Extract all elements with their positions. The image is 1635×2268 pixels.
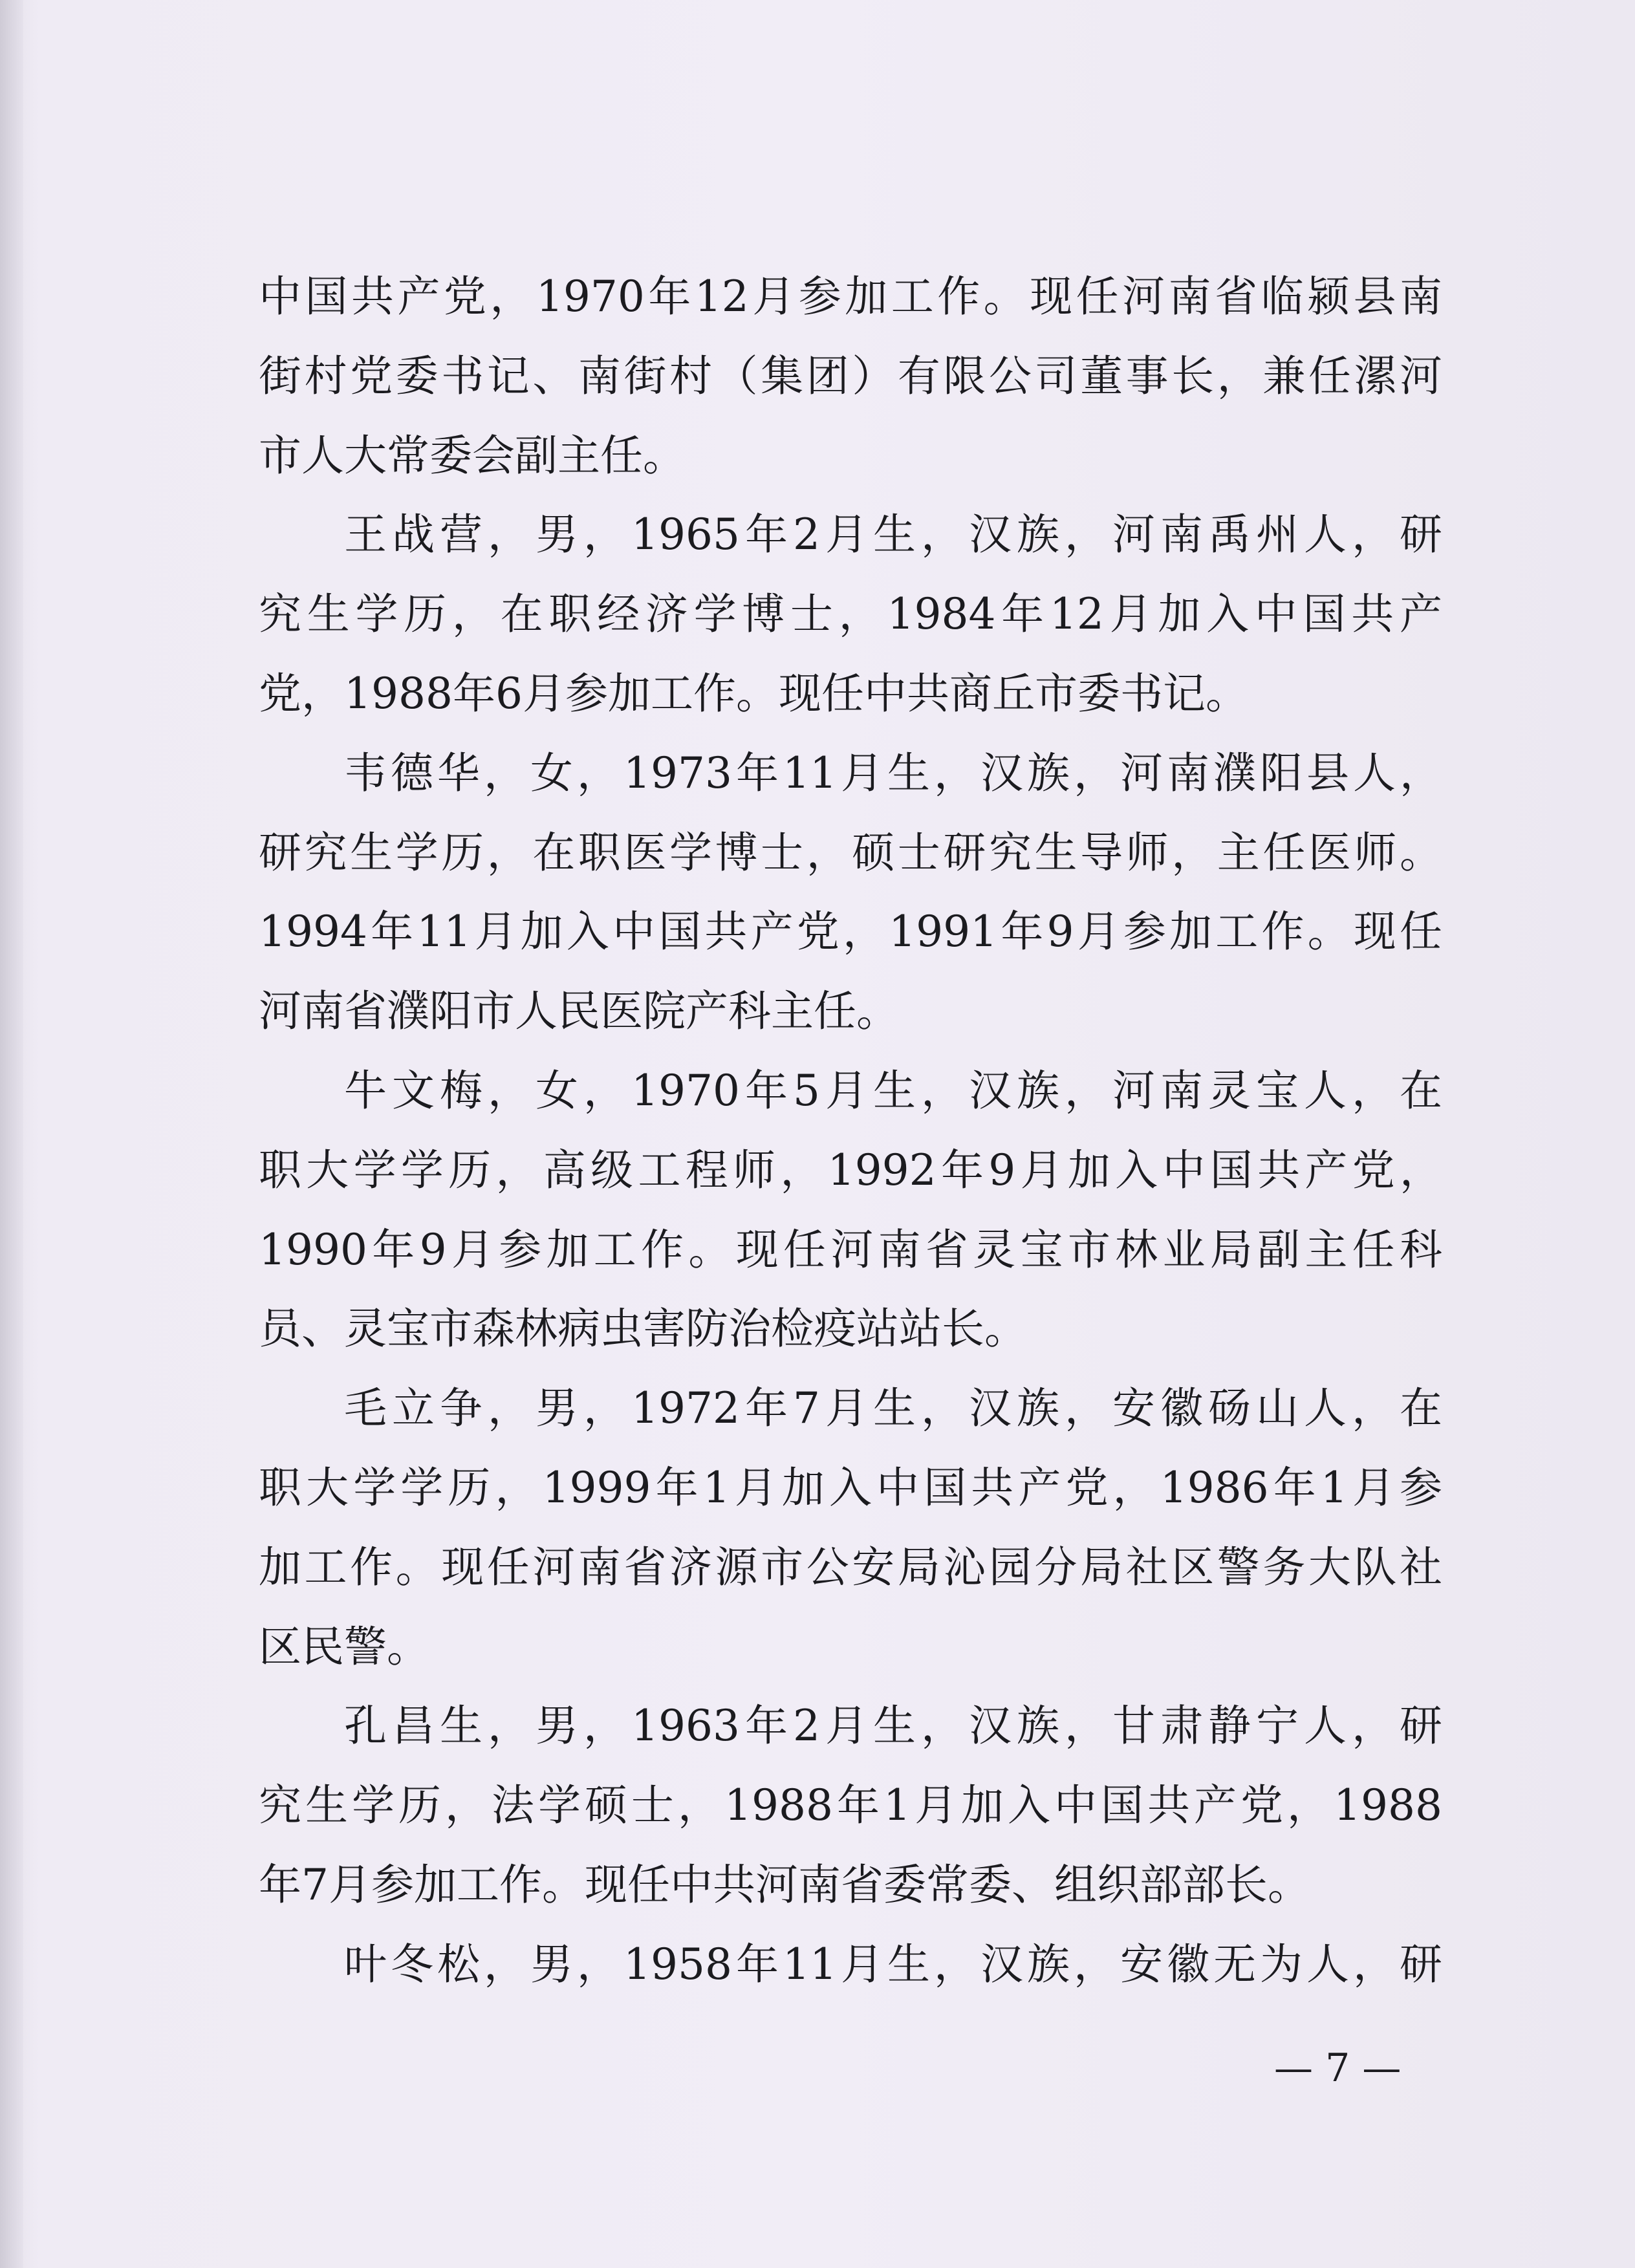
- text-line: 街村党委书记、南街村（集团）有限公司董事长，兼任漯河: [259, 351, 1442, 401]
- text-line: 员、灵宝市森林病虫害防治检疫站站长。: [259, 1304, 1027, 1354]
- text-line: 年7月参加工作。现任中共河南省委常委、组织部部长。: [259, 1859, 1310, 1910]
- text-line: 毛立争，男，1972年7月生，汉族，安徽砀山人，在: [344, 1383, 1442, 1434]
- text-line: 究生学历，在职经济学博士，1984年12月加入中国共产: [259, 589, 1442, 640]
- text-line: 中国共产党，1970年12月参加工作。现任河南省临颍县南: [259, 272, 1442, 321]
- text-line: 究生学历，法学硕士，1988年1月加入中国共产党，1988: [259, 1780, 1442, 1831]
- text-line: 1994年11月加入中国共产党，1991年9月参加工作。现任: [259, 907, 1442, 957]
- text-line: 职大学学历，高级工程师，1992年9月加入中国共产党，: [259, 1145, 1442, 1195]
- text-line: 王战营，男，1965年2月生，汉族，河南禹州人，研: [344, 510, 1442, 560]
- body-text: [259, 257, 1442, 2005]
- page-number: — 7 —: [1274, 2046, 1402, 2091]
- text-line: 职大学学历，1999年1月加入中国共产党，1986年1月参: [259, 1462, 1442, 1513]
- text-line: 叶冬松，男，1958年11月生，汉族，安徽无为人，研: [344, 1939, 1442, 1989]
- text-line: 研究生学历，在职医学博士，硕士研究生导师，主任医师。: [259, 827, 1442, 878]
- text-line: 市人大常委会副主任。: [259, 430, 686, 481]
- text-line: 韦德华，女，1973年11月生，汉族，河南濮阳县人，: [344, 748, 1442, 798]
- text-line: 牛文梅，女，1970年5月生，汉族，河南灵宝人，在: [344, 1065, 1442, 1116]
- text-line: 区民警。: [259, 1621, 429, 1672]
- text-line: 1990年9月参加工作。现任河南省灵宝市林业局副主任科: [259, 1224, 1442, 1275]
- text-line: 河南省濮阳市人民医院产科主任。: [259, 986, 899, 1037]
- text-line: 孔昌生，男，1963年2月生，汉族，甘肃静宁人，研: [344, 1701, 1442, 1751]
- text-line: 党，1988年6月参加工作。现任中共商丘市委书记。: [259, 668, 1248, 718]
- text-line: 加工作。现任河南省济源市公安局沁园分局社区警务大队社: [259, 1542, 1442, 1592]
- page-fold-shadow: [0, 0, 23, 2268]
